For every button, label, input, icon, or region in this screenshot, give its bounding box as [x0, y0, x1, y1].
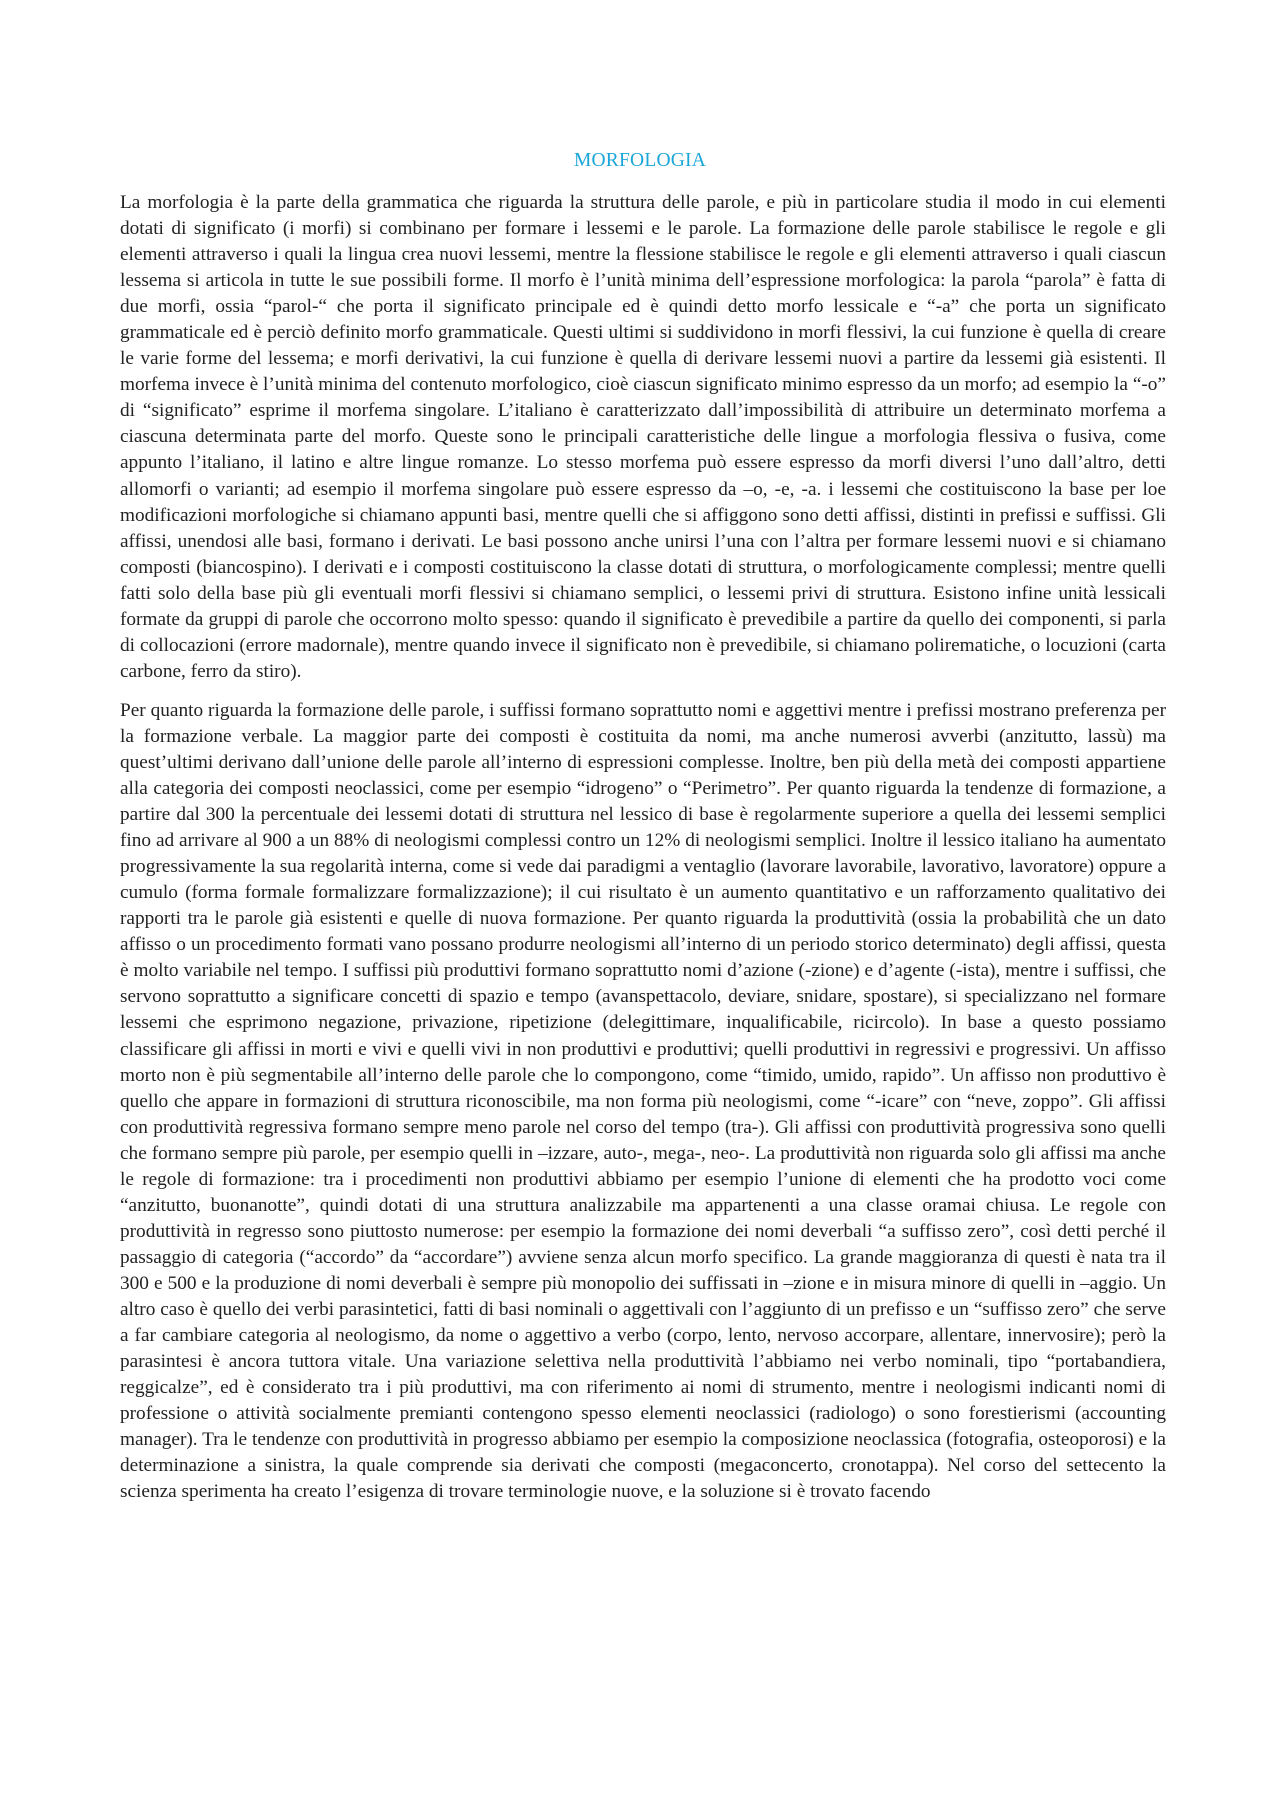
document-body — [120, 190, 1166, 1505]
document-title: MORFOLOGIA — [573, 150, 706, 171]
paragraph-2: Per quanto riguarda la formazione delle parole, i suffissi formano soprattutto nomi e aggettivi mentre i prefissi mostrano preferenza per la formazione verbale. La maggior parte dei composti è costituita da nomi, ma anche numerosi avverbi (anzitutto, lassù) ma quest’ultimi derivano dall’unione delle parole all’interno di espressioni complesse. Inoltre, ben più della metà dei composti appartiene alla categoria dei composti neoclassici, come per esempio “idrogeno” o “Perimetro”. Per quanto riguarda la tendenze di formazione, a partire dal 300 la percentuale dei lessemi dotati di struttura nel lessico di base è regolarmente superiore a quella dei lessemi semplici fino ad arrivare al 900 a un 88% di neologismi complessi contro un 12% di neologismi semplici. Inoltre il lessico italiano ha aumentato progressivamente la sua regolarità interna, come si vede dai paradigmi a ventaglio (lavorare lavorabile, lavorativo, lavoratore) oppure a cumulo (forma formale formalizzare formalizzazione); il cui risultato è un aumento quantitativo e un rafforzamento qualitativo dei rapporti tra le parole già esistenti e quelle di nuova formazione. Per quanto riguarda la produttività (ossia la probabilità che un dato affisso o un procedimento formati vano possano produrre neologismi all’interno di un periodo storico determinato) degli affissi, questa è molto variabile nel tempo. I suffissi più produttivi formano soprattutto nomi d’azione (-zione) e d’agente (-ista), mentre i suffissi, che servono soprattutto a significare concetti di spazio e tempo (avanspettacolo, deviare, snidare, spostare), si specializzano nel formare lessemi che esprimono negazione, privazione, ripetizione (delegittimare, inqualificabile, ricircolo). In base a questo possiamo classificare gli affissi in morti e vivi e quelli vivi in non produttivi e produttivi; quelli produttivi in regressivi e progressivi. Un affisso morto non è più segmentabile all’interno delle parole che lo compongono, come “timido, umido, rapido”. Un affisso non produttivo è quello che appare in formazioni di struttura riconoscibile, ma non forma più neologismi, come “-icare” con “neve, zoppo”. Gli affissi con produttività regressiva formano sempre meno parole nel corso del tempo (tra-). Gli affissi con produttività progressiva sono quelli che formano sempre più parole, per esempio quelli in –izzare, auto-, mega-, neo-. La produttività non riguarda solo gli affissi ma anche le regole di formazione: tra i procedimenti non produttivi abbiamo per esempio l’unione di elementi che ha prodotto voci come “anzitutto, buonanotte”, quindi dotati di una struttura analizzabile ma appartenenti a una classe oramai chiusa. Le regole con produttività in regresso sono piuttosto numerose: per esempio la formazione dei nomi deverbali “a suffisso zero”, così detti perché il passaggio di categoria (“accordo” da “accordare”) avviene senza alcun morfo specifico. La grande maggioranza di questi è nata tra il 300 e 500 e la produzione di nomi deverbali è sempre più monopolio dei suffissati in –zione e in misura minore di quelli in –aggio. Un altro caso è quello dei verbi parasintetici, fatti di basi nominali o aggettivali con l’aggiunto di un prefisso e un “suffisso zero” che serve a far cambiare categoria al neologismo, da nome o aggettivo a verbo (corpo, lento, nervoso accorpare, allentare, innervosire); però la parasintesi è ancora tuttora vitale. Una variazione selettiva nella produttività l’abbiamo nei verbo nominali, tipo “portabandiera, reggicalze”, ed è considerato tra i più produttivi, ma con riferimento ai nomi di strumento, mentre i neologismi indicanti nomi di professione o attività socialmente premianti contengono spesso elementi neoclassici (radiologo) o sono forestierismi (accounting manager). Tra le tendenze con produttività in progresso abbiamo per esempio la composizione neoclassica (fotografia, osteoporosi) e la determinazione a sinistra, la quale comprende sia derivati che composti (megaconcerto, cronotappa). Nel corso del settecento la scienza sperimenta ha creato l’esigenza di trovare terminologie nuove, e la soluzione si è trovato facendo — [120, 699, 1166, 1503]
paragraph-1: La morfologia è la parte della grammatica che riguarda la struttura delle parole, e più in particolare studia il modo in cui elementi dotati di significato (i morfi) si combinano per formare i lessemi e le parole. La formazione delle parole stabilisce le regole e gli elementi attraverso i quali la lingua crea nuovi lessemi, mentre la flessione stabilisce le regole e gli elementi attraverso i quali ciascun lessema si articola in tutte le sue possibili forme. Il morfo è l’unità minima dell’espressione morfologica: la parola “parola” è fatta di due morfi, ossia “parol-“ che porta il significato principale ed è quindi detto morfo lessicale e “-a” che porta un significato grammaticale ed è perciò definito morfo grammaticale. Questi ultimi si suddividono in morfi flessivi, la cui funzione è quella di creare le varie forme del lessema; e morfi derivativi, la cui funzione è quella di derivare lessemi nuovi a partire da lessemi già esistenti. Il morfema invece è l’unità minima del contenuto morfologico, cioè ciascun significato minimo espresso da un morfo; ad esempio la “-o” di “significato” esprime il morfema singolare. L’italiano è caratterizzato dall’impossibilità di attribuire un determinato morfema a ciascuna determinata parte del morfo. Queste sono le principali caratteristiche delle lingue a morfologia flessiva o fusiva, come appunto l’italiano, il latino e altre lingue romanze. Lo stesso morfema può essere espresso da morfi diversi l’uno dall’altro, detti allomorfi o varianti; ad esempio il morfema singolare può essere espresso da –o, -e, -a. i lessemi che costituiscono la base per loe modificazioni morfologiche si chiamano appunti basi, mentre quelli che si affiggono sono detti affissi, distinti in prefissi e suffissi. Gli affissi, unendosi alle basi, formano i derivati. Le basi possono anche unirsi l’una con l’altra per formare lessemi nuovi e si chiamano composti (biancospino). I derivati e i composti costituiscono la classe dotati di struttura, o morfologicamente complessi; mentre quelli fatti solo della base più gli eventuali morfi flessivi si chiamano semplici, o lessemi privi di struttura. Esistono infine unità lessicali formate da gruppi di parole che occorrono molto spesso: quando il significato è prevedibile a partire da quello dei componenti, si parla di collocazioni (errore madornale), mentre quando invece il significato non è prevedibile, si chiamano polirematiche, o locuzioni (carta carbone, ferro da stiro). — [120, 192, 1166, 682]
